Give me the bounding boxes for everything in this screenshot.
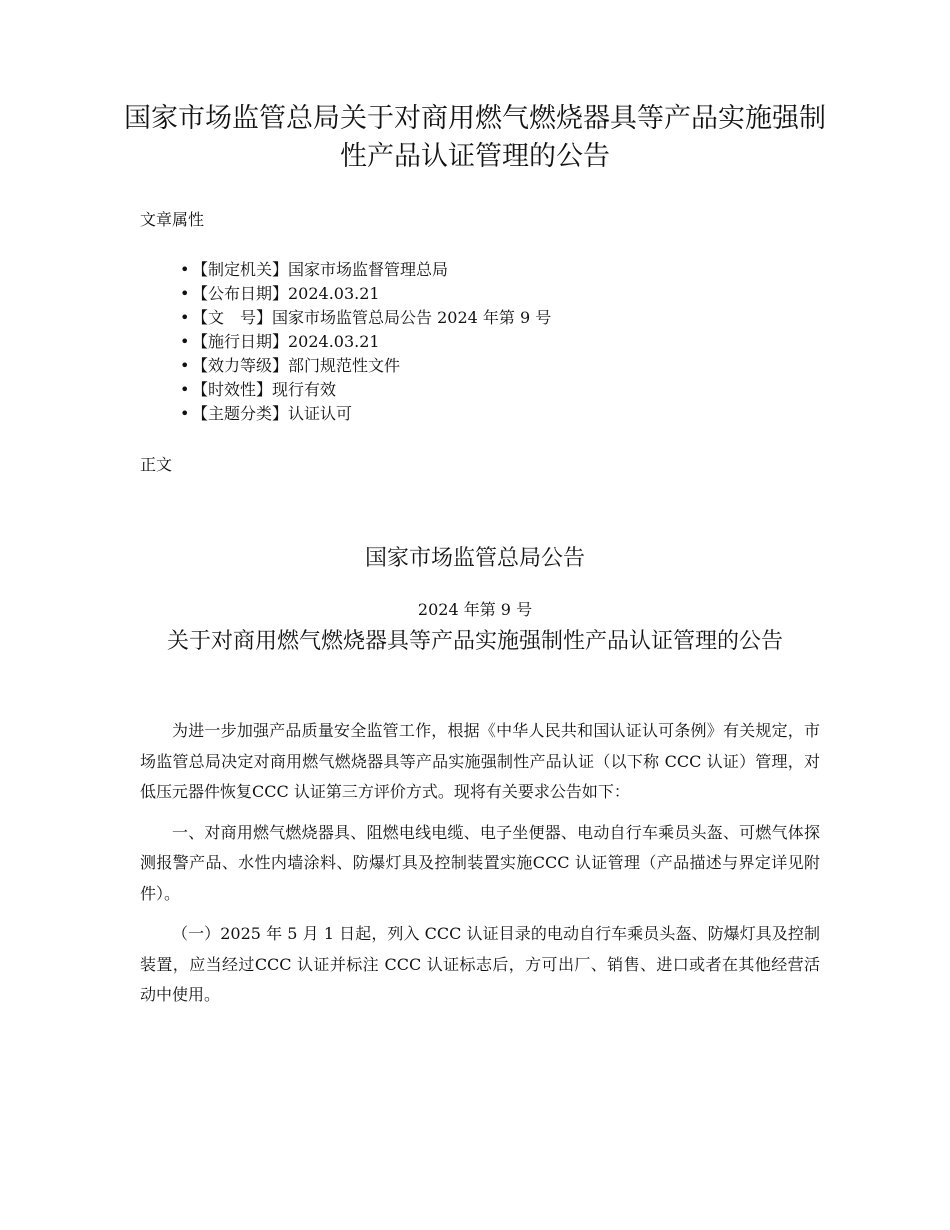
announcement-subject: 关于对商用燃气燃烧器具等产品实施强制性产品认证管理的公告 [166, 629, 783, 654]
body-text [140, 716, 820, 1021]
attributes-label: 文章属性 [140, 210, 205, 229]
bullet-icon: • [180, 356, 190, 375]
attribute-item [180, 258, 551, 282]
paragraph: （一）2025 年 5 月 1 日起，列入 CCC 认证目录的电动自行车乘员头盔、防爆灯具及控制装置，应当经过CCC 认证并标注 CCC 认证标志后，方可出厂、销售、进口或者在其他经营活动中使用。 [140, 924, 820, 1004]
attribute-item [180, 330, 551, 354]
bullet-icon: • [180, 404, 190, 423]
bullet-icon: • [180, 308, 190, 327]
body-label: 正文 [140, 455, 173, 474]
attribute-text: 【制定机关】国家市场监督管理总局 [192, 260, 449, 279]
attribute-item [180, 282, 551, 306]
attribute-text: 【文 号】国家市场监管总局公告 2024 年第 9 号 [192, 308, 552, 327]
attribute-text: 【效力等级】部门规范性文件 [192, 356, 401, 375]
paragraph: 一、对商用燃气燃烧器具、阻燃电线电缆、电子坐便器、电动自行车乘员头盔、可燃气体探测报警产品、水性内墙涂料、防爆灯具及控制装置实施CCC 认证管理（产品描述与界定详见附件）。 [140, 822, 820, 903]
attribute-item [180, 402, 551, 426]
bullet-icon: • [180, 284, 190, 303]
attribute-text: 【公布日期】2024.03.21 [192, 284, 380, 303]
bullet-icon: • [180, 260, 190, 279]
attributes-list [180, 258, 551, 426]
bullet-icon: • [180, 380, 190, 399]
attribute-item [180, 378, 551, 402]
announcement-issuer: 国家市场监管总局公告 [364, 546, 585, 571]
attribute-text: 【时效性】现行有效 [192, 380, 337, 399]
document-title: 国家市场监管总局关于对商用燃气燃烧器具等产品实施强制性产品认证管理的公告 [124, 103, 826, 172]
attribute-item [180, 354, 551, 378]
attribute-text: 【施行日期】2024.03.21 [192, 332, 380, 351]
attribute-text: 【主题分类】认证认可 [192, 404, 353, 423]
paragraph: 为进一步加强产品质量安全监管工作，根据《中华人民共和国认证认可条例》有关规定，市场监管总局决定对商用燃气燃烧器具等产品实施强制性产品认证（以下称 CCC 认证）管理，对低压元器件恢复CCC 认证第三方评价方式。现将有关要求公告如下： [140, 721, 820, 801]
attribute-item [180, 306, 551, 330]
announcement-number: 2024 年第 9 号 [417, 600, 533, 619]
bullet-icon: • [180, 332, 190, 351]
